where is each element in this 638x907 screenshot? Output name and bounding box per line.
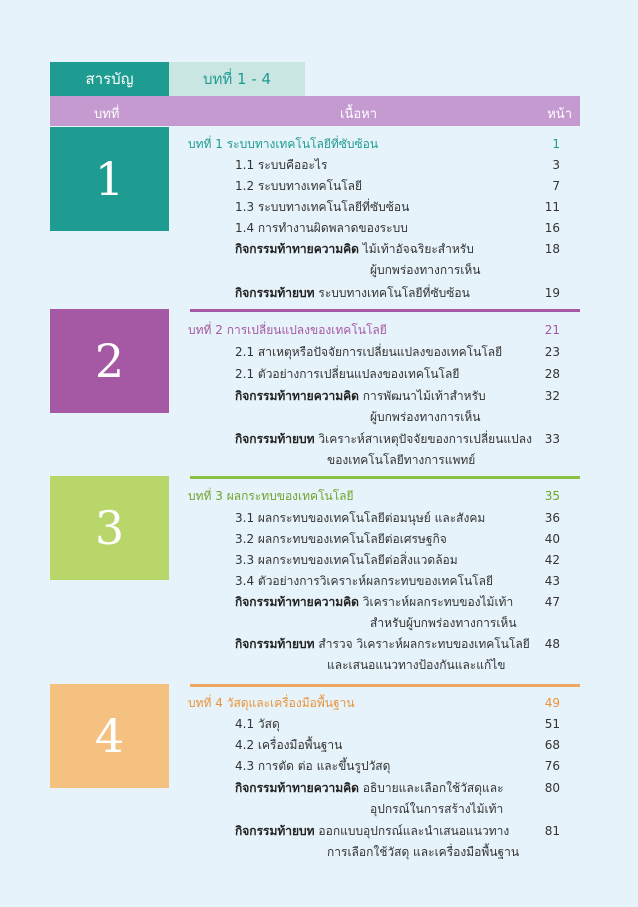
toc-item[interactable]: 3.2 ผลกระทบของเทคโนโลยีต่อเศรษฐกิจ bbox=[235, 532, 447, 546]
chapter-page: 1 bbox=[552, 137, 560, 151]
activity-item[interactable] bbox=[235, 240, 474, 258]
chapter-number-badge: 2 bbox=[50, 309, 169, 413]
header-chapter-label: บทที่ bbox=[94, 107, 120, 122]
activity-item[interactable] bbox=[235, 284, 470, 302]
activity-page: 80 bbox=[544, 781, 560, 795]
activity-label: กิจกรรมท้าทายความคิด bbox=[235, 389, 359, 403]
toc-item-page: 51 bbox=[544, 717, 560, 731]
chapter-page: 49 bbox=[544, 696, 560, 710]
toc-item[interactable]: 2.1 ตัวอย่างการเปลี่ยนแปลงของเทคโนโลยี bbox=[235, 367, 460, 381]
section-divider bbox=[190, 684, 580, 687]
activity-text: อธิบายและเลือกใช้วัสดุและ bbox=[362, 781, 504, 795]
toc-item[interactable]: 1.4 การทำงานผิดพลาดของระบบ bbox=[235, 221, 408, 235]
toc-item[interactable]: 1.1 ระบบคืออะไร bbox=[235, 158, 328, 172]
header-content-label: เนื้อหา bbox=[340, 107, 378, 122]
activity-item[interactable] bbox=[235, 822, 509, 840]
toc-item-page: 28 bbox=[544, 367, 560, 381]
chapter-page: 21 bbox=[544, 323, 560, 337]
activity-text-continued: การเลือกใช้วัสดุ และเครื่องมือพื้นฐาน bbox=[327, 845, 520, 859]
section-divider bbox=[190, 309, 580, 312]
toc-item-page: 43 bbox=[544, 574, 560, 588]
toc-item[interactable]: 4.3 การตัด ต่อ และขึ้นรูปวัสดุ bbox=[235, 759, 391, 773]
activity-text-continued: ผู้บกพร่องทางการเห็น bbox=[370, 263, 481, 277]
activity-label: กิจกรรมท้าทายความคิด bbox=[235, 781, 359, 795]
chapter-title[interactable]: บทที่ 1 ระบบทางเทคโนโลยีที่ซับซ้อน bbox=[188, 137, 379, 151]
chapter-number-badge: 1 bbox=[50, 127, 169, 231]
header-page-label: หน้า bbox=[547, 107, 572, 122]
toc-item[interactable]: 3.4 ตัวอย่างการวิเคราะห์ผลกระทบของเทคโนโลยี bbox=[235, 574, 493, 588]
toc-item-page: 42 bbox=[544, 553, 560, 567]
chapter-title[interactable]: บทที่ 2 การเปลี่ยนแปลงของเทคโนโลยี bbox=[188, 323, 387, 337]
activity-text-continued: และเสนอแนวทางป้องกันและแก้ไข bbox=[327, 658, 506, 672]
toc-item-page: 11 bbox=[544, 200, 560, 214]
activity-page: 19 bbox=[544, 286, 560, 300]
activity-item[interactable] bbox=[235, 430, 532, 448]
activity-page: 18 bbox=[544, 242, 560, 256]
toc-item[interactable]: 2.1 สาเหตุหรือปัจจัยการเปลี่ยนแปลงของเทคโนโลยี bbox=[235, 345, 503, 359]
toc-item[interactable]: 3.1 ผลกระทบของเทคโนโลยีต่อมนุษย์ และสังคม bbox=[235, 511, 486, 525]
toc-item-page: 40 bbox=[544, 532, 560, 546]
activity-label: กิจกรรมท้ายบท bbox=[235, 286, 315, 300]
toc-item-page: 3 bbox=[552, 158, 560, 172]
activity-item[interactable] bbox=[235, 593, 513, 611]
toc-item-page: 76 bbox=[544, 759, 560, 773]
tab-chapters-1-4[interactable]: บทที่ 1 - 4 bbox=[169, 62, 305, 96]
activity-page: 48 bbox=[544, 637, 560, 651]
activity-page: 81 bbox=[544, 824, 560, 838]
toc-item-page: 36 bbox=[544, 511, 560, 525]
toc-item-page: 7 bbox=[552, 179, 560, 193]
section-divider bbox=[190, 476, 580, 479]
activity-item[interactable] bbox=[235, 635, 530, 653]
activity-text: วิเคราะห์สาเหตุปัจจัยของการเปลี่ยนแปลง bbox=[318, 432, 532, 446]
activity-page: 32 bbox=[544, 389, 560, 403]
toc-item[interactable]: 4.1 วัสดุ bbox=[235, 717, 280, 731]
activity-text: ไม้เท้าอัจฉริยะสำหรับ bbox=[362, 242, 474, 256]
activity-label: กิจกรรมท้ายบท bbox=[235, 432, 315, 446]
activity-text: สำรวจ วิเคราะห์ผลกระทบของเทคโนโลยี bbox=[318, 637, 530, 651]
activity-item[interactable] bbox=[235, 779, 504, 797]
chapter-number-badge: 3 bbox=[50, 476, 169, 580]
activity-label: กิจกรรมท้ายบท bbox=[235, 637, 315, 651]
activity-label: กิจกรรมท้าทายความคิด bbox=[235, 595, 359, 609]
activity-label: กิจกรรมท้าทายความคิด bbox=[235, 242, 359, 256]
toc-item-page: 68 bbox=[544, 738, 560, 752]
activity-page: 47 bbox=[544, 595, 560, 609]
activity-text: ระบบทางเทคโนโลยีที่ซับซ้อน bbox=[318, 286, 470, 300]
activity-item[interactable] bbox=[235, 387, 486, 405]
toc-item[interactable]: 1.3 ระบบทางเทคโนโลยีที่ซับซ้อน bbox=[235, 200, 410, 214]
activity-text: ออกแบบอุปกรณ์และนำเสนอแนวทาง bbox=[318, 824, 510, 838]
activity-text-continued: ของเทคโนโลยีทางการแพทย์ bbox=[327, 453, 476, 467]
chapter-title[interactable]: บทที่ 3 ผลกระทบของเทคโนโลยี bbox=[188, 489, 354, 503]
toc-item[interactable]: 1.2 ระบบทางเทคโนโลยี bbox=[235, 179, 363, 193]
tab-table-of-contents[interactable]: สารบัญ bbox=[50, 62, 169, 96]
chapter-number-badge: 4 bbox=[50, 684, 169, 788]
chapter-title[interactable]: บทที่ 4 วัสดุและเครื่องมือพื้นฐาน bbox=[188, 696, 355, 710]
toc-item[interactable]: 3.3 ผลกระทบของเทคโนโลยีต่อสิ่งแวดล้อม bbox=[235, 553, 458, 567]
activity-page: 33 bbox=[544, 432, 560, 446]
toc-header-bar bbox=[50, 96, 580, 126]
toc-item-page: 16 bbox=[544, 221, 560, 235]
activity-text: การพัฒนาไม้เท้าสำหรับ bbox=[362, 389, 486, 403]
toc-item[interactable]: 4.2 เครื่องมือพื้นฐาน bbox=[235, 738, 343, 752]
activity-text-continued: สำหรับผู้บกพร่องทางการเห็น bbox=[370, 616, 517, 630]
activity-text: วิเคราะห์ผลกระทบของไม้เท้า bbox=[362, 595, 514, 609]
activity-text-continued: อุปกรณ์ในการสร้างไม้เท้า bbox=[370, 802, 504, 816]
chapter-page: 35 bbox=[544, 489, 560, 503]
toc-item-page: 23 bbox=[544, 345, 560, 359]
activity-label: กิจกรรมท้ายบท bbox=[235, 824, 315, 838]
activity-text-continued: ผู้บกพร่องทางการเห็น bbox=[370, 410, 481, 424]
